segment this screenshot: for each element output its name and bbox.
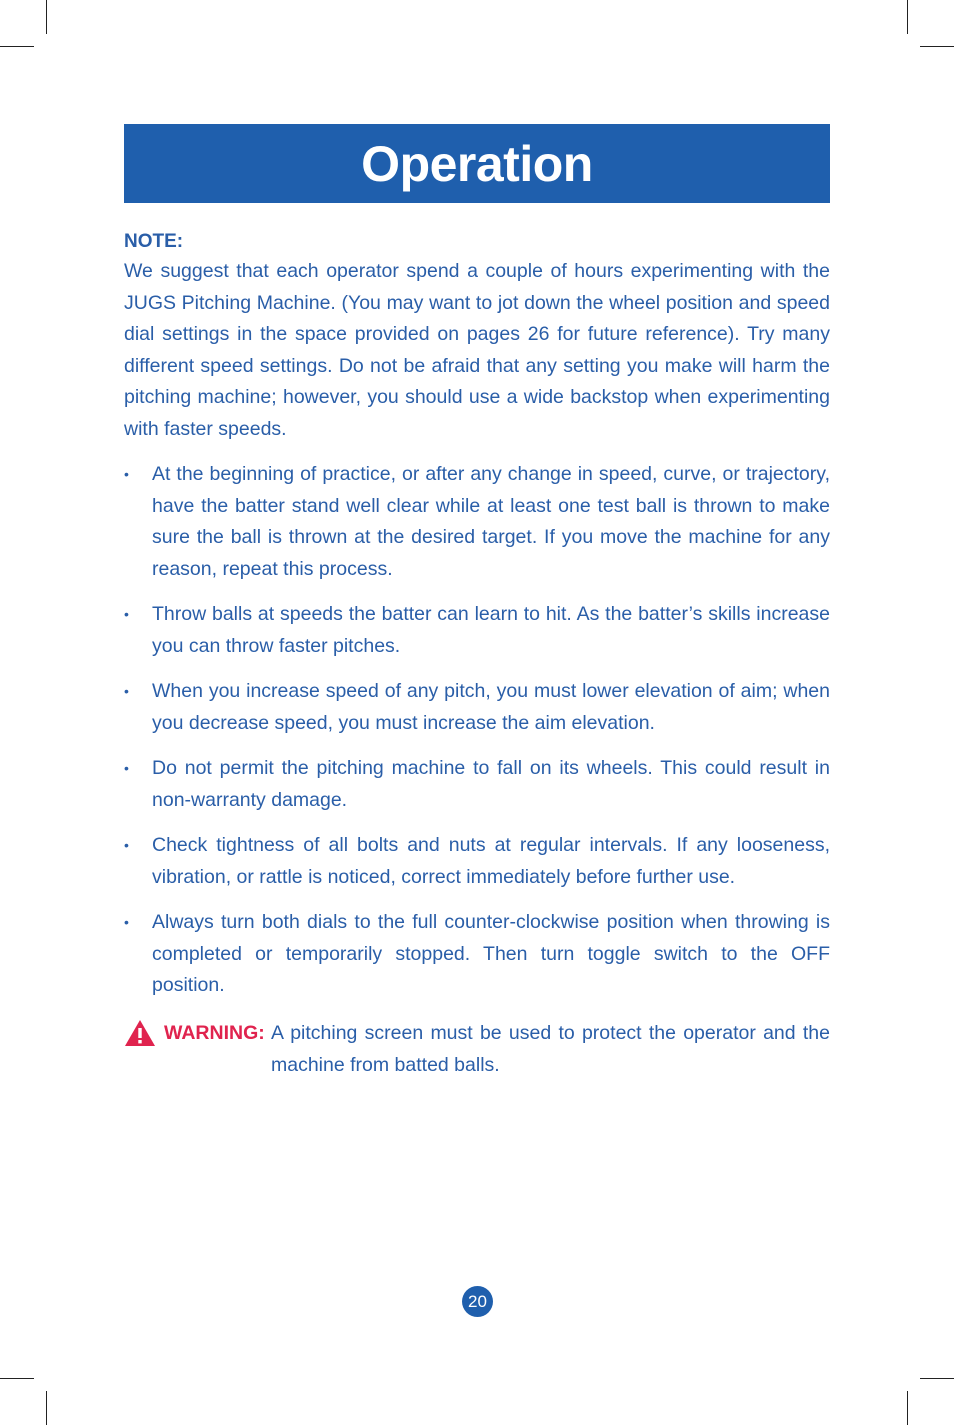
list-item-text: Do not permit the pitching machine to fall on its wheels. This could result in non-warranty damage. [152, 757, 830, 811]
page-number-badge: 20 [462, 1286, 493, 1317]
crop-mark [0, 46, 34, 47]
list-item [124, 907, 830, 1002]
crop-mark [907, 1391, 908, 1425]
warning-block [124, 1018, 830, 1081]
list-item-text: Check tightness of all bolts and nuts at regular intervals. If any looseness, vibration, or rattle is noticed, correct immediately before further use. [152, 834, 830, 888]
crop-mark [920, 46, 954, 47]
bullet-icon: • [124, 760, 129, 776]
instruction-list [124, 459, 830, 1002]
crop-mark [0, 1378, 34, 1379]
crop-mark [46, 1391, 47, 1425]
warning-triangle-icon [124, 1019, 156, 1047]
list-item [124, 459, 830, 585]
crop-mark [46, 0, 47, 34]
bullet-icon: • [124, 606, 129, 622]
bullet-icon: • [124, 466, 129, 482]
bullet-icon: • [124, 914, 129, 930]
warning-head [124, 1018, 271, 1081]
note-text: We suggest that each operator spend a couple of hours experimenting with the JUGS Pitching Machine. (You may want to jot down the wheel position and speed dial settings in the space provided on pages 26 for future reference). Try many different speed settings. Do not be afraid that any setting you make will harm the pitching machine; however, you should use a wide backstop when experimenting with faster speeds. [124, 260, 830, 440]
list-item [124, 753, 830, 816]
crop-mark [907, 0, 908, 34]
page-title: Operation [361, 135, 593, 192]
main-content [124, 228, 830, 1016]
list-item-text: When you increase speed of any pitch, you must lower elevation of aim; when you decrease speed, you must increase the aim elevation. [152, 680, 830, 734]
crop-mark [920, 1378, 954, 1379]
note-label: NOTE: [124, 231, 184, 252]
warning-text: A pitching screen must be used to protect the operator and the machine from batted balls. [271, 1022, 830, 1076]
list-item-text: Throw balls at speeds the batter can learn to hit. As the batter’s skills increase you can throw faster pitches. [152, 603, 830, 657]
list-item [124, 676, 830, 739]
list-item-text: Always turn both dials to the full counter-clockwise position when throwing is completed or temporarily stopped. Then turn toggle switch to the OFF position. [152, 911, 830, 996]
title-banner [124, 124, 830, 203]
list-item-text: At the beginning of practice, or after any change in speed, curve, or trajectory, have the batter stand well clear while at least one test ball is thrown to make sure the ball is thrown at the desired target. If you move the machine for any reason, repeat this process. [152, 463, 830, 580]
bullet-icon: • [124, 837, 129, 853]
bullet-icon: • [124, 683, 129, 699]
list-item [124, 830, 830, 893]
list-item [124, 599, 830, 662]
warning-label: WARNING: [164, 1022, 265, 1044]
